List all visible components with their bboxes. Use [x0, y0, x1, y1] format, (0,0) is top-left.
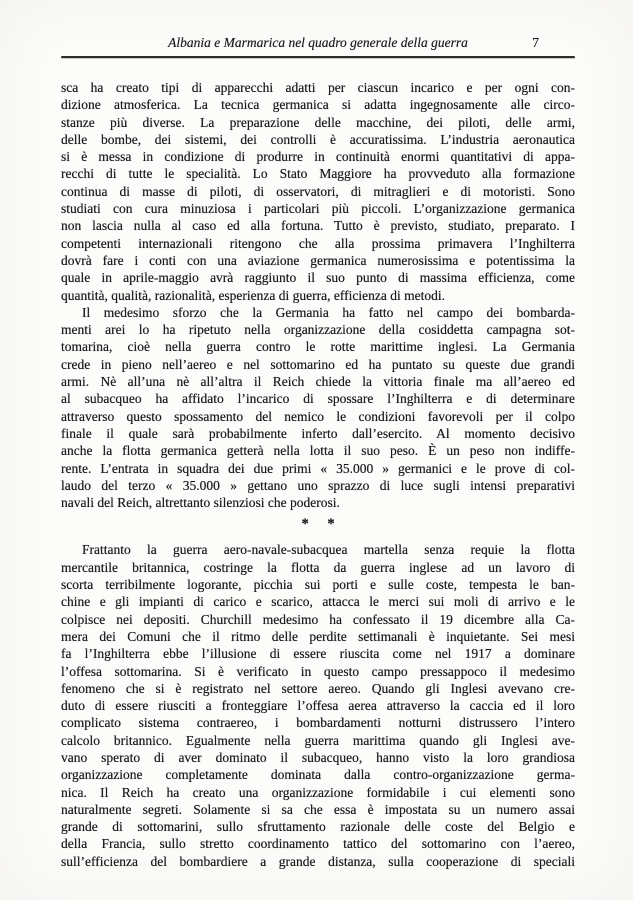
text-line: Frattanto la guerra aero-navale-subacquea martella senza requie la flotta — [82, 542, 575, 558]
text-line: quale in aprile-maggio avrà raggiunto il suo punto di massima efficienza, come — [61, 270, 575, 286]
text-line: vano sperato di aver dominato il subacqueo, hanno visto la loro grandiosa — [61, 749, 575, 765]
text-line: dizione atmosferica. La tecnica germanica si adatta ingegnosamente alle circo- — [61, 97, 575, 113]
text-line: navali del Reich, altrettanto silenziosi che poderosi. — [61, 495, 340, 511]
text-line: al subacqueo ha affidato l’incarico di spossare l’Inghilterra e di determinare — [61, 391, 575, 407]
text-line: attraverso questo spossamento del nemico le condizioni favorevoli per il colpo — [61, 408, 575, 424]
text-line: continua di masse di piloti, di osservatori, di mitraglieri e di motoristi. Sono — [61, 183, 575, 199]
page-number: 7 — [532, 35, 539, 50]
text-line: colpisce nei depositi. Churchill medesimo ha confessato il 19 dicembre alla Ca- — [61, 611, 575, 627]
text-line: tomarina, cioè nella guerra contro le rotte marittime inglesi. La Germania — [61, 339, 575, 355]
paragraph — [61, 541, 575, 870]
text-line: organizzazione completamente dominata dalla contro-organizzazione germa- — [61, 767, 575, 783]
text-line: naturalmente segreti. Solamente si sa che essa è impostata su un numero assai — [61, 801, 575, 817]
text-line: scorta terribilmente logorante, picchia sui porti e sulle coste, tempesta le ban- — [61, 577, 575, 593]
section-separator: * * — [301, 516, 335, 533]
text-line: delle bombe, dei sistemi, dei controlli è accuratissima. L’industria aeronautica — [61, 131, 575, 147]
text-line: l’offesa sottomarina. Si è verificato in questo campo pressappoco il medesimo — [61, 663, 575, 679]
text-line: armi. Nè all’una nè all’altra il Reich chiede la vittoria finale ma all’aereo ed — [61, 374, 575, 390]
page-header — [61, 35, 575, 52]
text-line: duto di essere riusciti a fronteggiare l’offesa aerea attraverso la caccia ed il loro — [61, 698, 575, 714]
text-line: complicato sistema contraereo, i bombardamenti notturni distrussero l’intero — [61, 715, 575, 731]
text-line: dovrà fare i conti con una aviazione germanica numerosissima e potentissima la — [61, 252, 575, 268]
text-line: anche la flotta germanica getterà nella lotta il suo peso. È un peso non indiffe- — [61, 443, 575, 459]
text-line: calcolo britannico. Egualmente nella guerra marittima quando gli Inglesi ave- — [61, 732, 575, 748]
running-title: Albania e Marmarica nel quadro generale della guerra — [168, 35, 468, 50]
text-line: non lascia nulla al caso ed alla fortuna. Tutto è previsto, studiato, preparato. I — [61, 218, 575, 234]
text-line: chine e gli impianti di carico e scarico, attacca le merci sui moli di arrivo e le — [61, 594, 575, 610]
text-line: si è messa in condizione di produrre in continuità enormi quantitativi di appa- — [61, 149, 575, 165]
text-block — [61, 0, 575, 870]
text-line: menti arei lo ha ripetuto nella organizzazione della cosiddetta campagna sot- — [61, 322, 575, 338]
text-line: grande di sottomarini, sullo sfruttamento razionale delle coste del Belgio e — [61, 819, 575, 835]
text-line: fa l’Inghilterra ebbe l’illusione di essere riuscita come nel 1917 a dominare — [61, 646, 575, 662]
text-line: finale il quale sarà probabilmente inferto dall’esercito. Al momento decisivo — [61, 425, 575, 441]
text-line: della Francia, sullo stretto coordinamento tattico del sottomarino con l’aereo, — [61, 836, 575, 852]
text-line: studiati con cura minuziosa i particolari più piccoli. L’organizzazione germanica — [61, 201, 575, 217]
text-line: laudo del terzo « 35.000 » gettano uno sprazzo di luce sugli intensi preparativi — [61, 477, 575, 493]
text-line: mercantile britannica, costringe la flotta da guerra inglese ad un lavoro di — [61, 559, 575, 575]
text-line: sca ha creato tipi di apparecchi adatti per ciascun incarico e per ogni con- — [61, 80, 575, 95]
text-line: nica. Il Reich ha creato una organizzazione formidabile i cui elementi sono — [61, 784, 575, 800]
text-line: stanze più diverse. La preparazione delle macchine, dei piloti, delle armi, — [61, 114, 575, 130]
paragraph — [61, 79, 575, 304]
text-line: rente. L’entrata in squadra dei due primi « 35.000 » germanici e le prove di col- — [61, 460, 575, 476]
paragraph — [61, 304, 575, 512]
text-line: fenomeno che si è registrato nel settore aereo. Quando gli Inglesi avevano cre- — [61, 680, 575, 696]
text-line: crede in pieno nell’aereo e nel sottomarino ed ha puntato su queste due grandi — [61, 356, 575, 372]
text-line: Il medesimo sforzo che la Germania ha fatto nel campo dei bombarda- — [82, 304, 575, 320]
text-line: sull’efficienza del bombardiere a grande distanza, sulla cooperazione di speciali — [61, 853, 575, 869]
text-line: competenti internazionali ritengono che alla prossima primavera l’Inghilterra — [61, 235, 575, 251]
body-text — [61, 79, 575, 870]
text-line: mera dei Comuni che il ritmo delle perdite settimanali è inquietante. Sei mesi — [61, 628, 575, 644]
header-rule — [61, 56, 575, 58]
text-line: recchi di tutte le specialità. Lo Stato Maggiore ha provveduto alla formazione — [61, 166, 575, 182]
text-line: quantità, qualità, razionalità, esperienza di guerra, efficienza di metodi. — [61, 287, 445, 303]
